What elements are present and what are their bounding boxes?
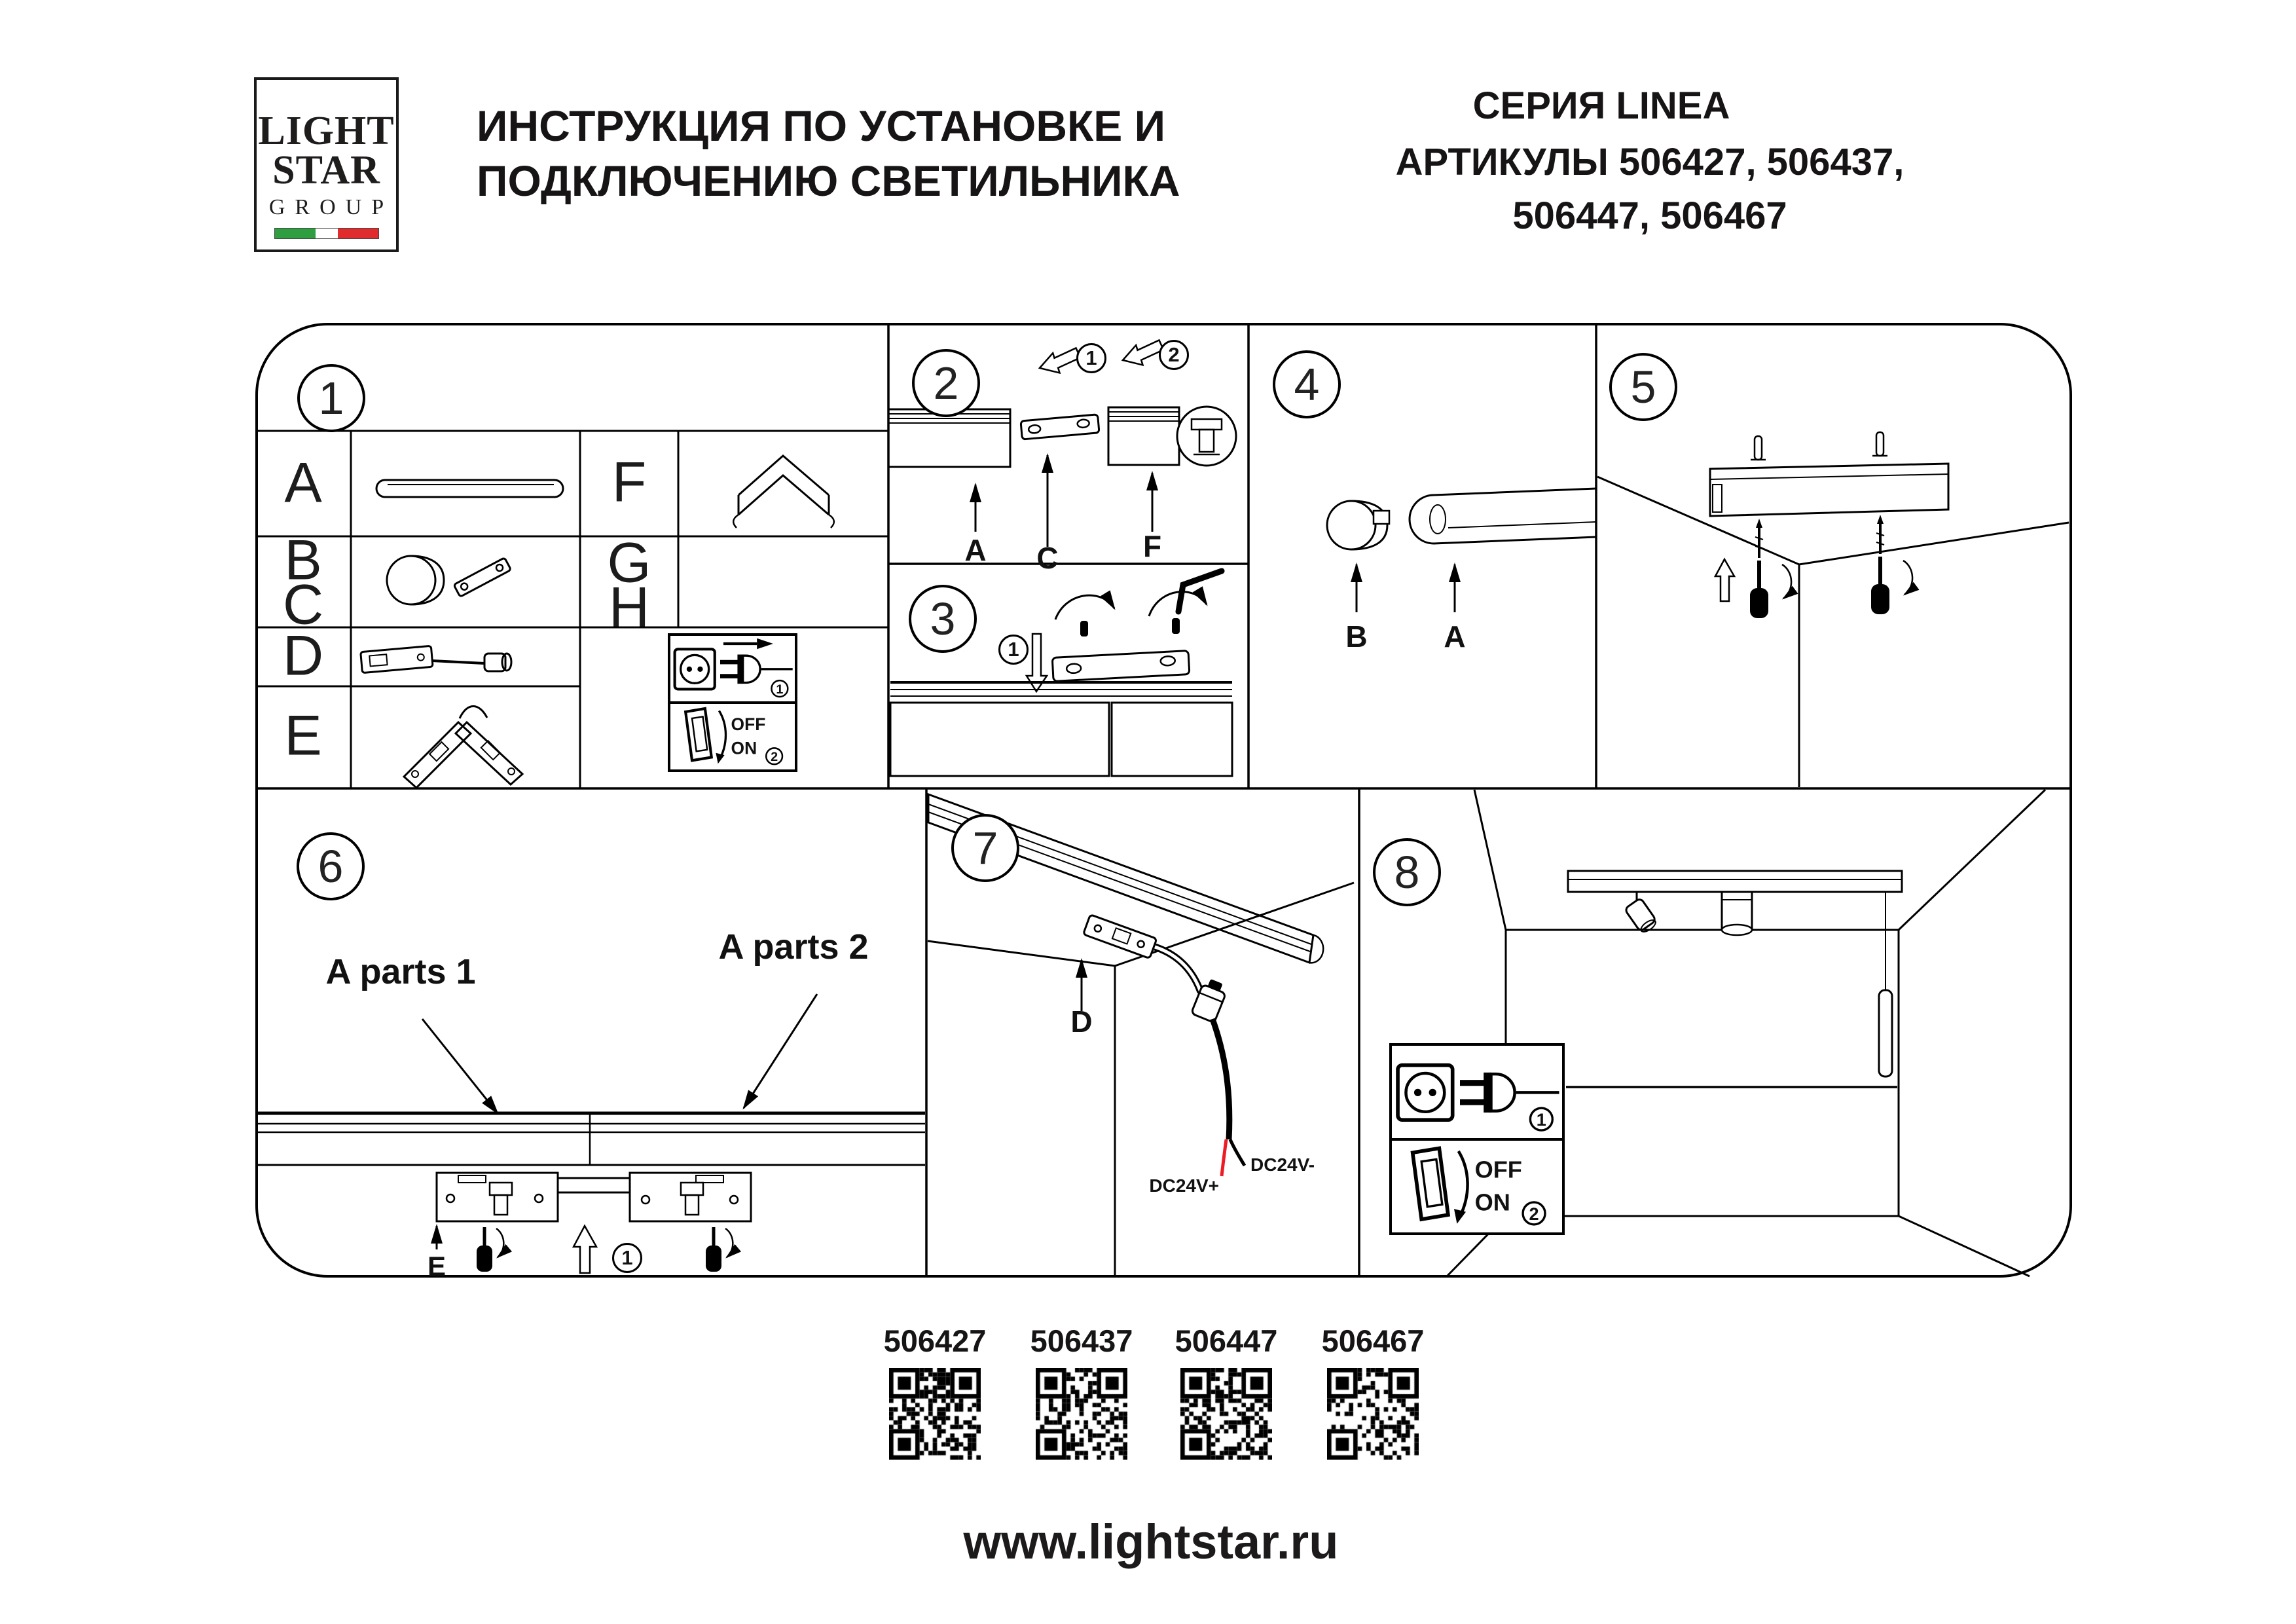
articles-line2: 506447, 506467 bbox=[1512, 194, 1787, 237]
arrow-curved-icon bbox=[1459, 1151, 1468, 1215]
step7-number: 7 bbox=[951, 814, 1019, 882]
step7-dc-plus-label: DC24V+ bbox=[1149, 1175, 1219, 1196]
step5-drawing bbox=[1597, 432, 2069, 787]
power-box bbox=[668, 633, 797, 772]
qr-code bbox=[889, 1368, 981, 1460]
socket-icon bbox=[675, 649, 715, 689]
table-label-b: B bbox=[284, 528, 322, 592]
qr-item bbox=[879, 1323, 991, 1460]
table-label-a: A bbox=[284, 451, 322, 515]
plug-in-row bbox=[670, 636, 795, 701]
on-label: ON bbox=[731, 738, 757, 758]
series-label: СЕРИЯ LINEA bbox=[1472, 84, 1730, 127]
switch-on-row bbox=[1392, 1138, 1562, 1233]
screwdriver-icon bbox=[1871, 515, 1912, 614]
table-label-h: H bbox=[608, 576, 650, 639]
part-f-corner-track-drawing bbox=[733, 456, 834, 528]
qr-code-label: 506447 bbox=[1175, 1323, 1278, 1358]
step7-label-d: D bbox=[1070, 1005, 1093, 1039]
on-label: ON bbox=[1474, 1188, 1510, 1215]
step3-number: 3 bbox=[909, 585, 977, 653]
part-d-power-connector-drawing bbox=[361, 646, 511, 673]
part-a-track-drawing bbox=[376, 480, 563, 497]
step2-label-f: F bbox=[1142, 529, 1162, 563]
step6-label-parts2: A parts 2 bbox=[718, 927, 869, 967]
step4-label-b: B bbox=[1345, 619, 1368, 654]
screwdriver-icon bbox=[1750, 519, 1791, 618]
step6-marker-1: 1 bbox=[612, 1243, 642, 1273]
plug-step-marker: 1 bbox=[776, 682, 784, 697]
title-line1: ИНСТРУКЦИЯ ПО УСТАНОВКЕ И bbox=[477, 101, 1166, 150]
switch-step-marker: 2 bbox=[1529, 1203, 1539, 1224]
dc-plus-wire bbox=[1222, 1139, 1226, 1176]
qr-item bbox=[1317, 1323, 1429, 1460]
logo-light: LIGHT bbox=[258, 109, 395, 153]
switch-on-row bbox=[670, 701, 795, 769]
plug-in-row bbox=[1392, 1046, 1562, 1138]
switch-icon bbox=[685, 709, 712, 760]
qr-code bbox=[1327, 1368, 1419, 1460]
screwdriver-icon bbox=[706, 1227, 733, 1272]
step5-number: 5 bbox=[1609, 353, 1677, 421]
table-label-d: D bbox=[282, 624, 324, 688]
step6-drawing bbox=[257, 927, 925, 1282]
step6-label-parts1: A parts 1 bbox=[325, 952, 476, 991]
step1-number: 1 bbox=[297, 364, 365, 432]
step2-label-c: C bbox=[1036, 541, 1059, 575]
table-label-c: C bbox=[282, 573, 324, 637]
arrow-curved-icon bbox=[719, 710, 725, 758]
logo-group: GROUP bbox=[268, 195, 394, 219]
plug-icon bbox=[1460, 1073, 1559, 1113]
power-box bbox=[1389, 1043, 1565, 1235]
arrow-right-icon bbox=[723, 638, 773, 650]
plug-step-marker: 1 bbox=[1536, 1109, 1546, 1130]
qr-item bbox=[1026, 1323, 1137, 1460]
pendant-light-icon bbox=[1879, 892, 1892, 1077]
plug-icon bbox=[720, 655, 793, 684]
step6-number: 6 bbox=[297, 832, 365, 900]
step3-marker-1: 1 bbox=[998, 635, 1029, 665]
off-label: OFF bbox=[731, 714, 766, 735]
socket-icon bbox=[1398, 1065, 1453, 1120]
off-label: OFF bbox=[1474, 1156, 1522, 1183]
qr-code-label: 506427 bbox=[883, 1323, 987, 1358]
step2-number: 2 bbox=[912, 349, 980, 417]
title-line2: ПОДКЛЮЧЕНИЮ СВЕТИЛЬНИКА bbox=[477, 157, 1180, 205]
step2-label-a: A bbox=[964, 533, 987, 567]
switch-icon bbox=[1413, 1148, 1448, 1219]
part-e-corner-connector-drawing bbox=[404, 707, 522, 788]
step4-label-a: A bbox=[1444, 619, 1466, 654]
qr-code-label: 506437 bbox=[1030, 1323, 1133, 1358]
step6-label-e: E bbox=[427, 1251, 446, 1282]
table-label-g: G bbox=[607, 531, 651, 595]
step4-number: 4 bbox=[1273, 350, 1341, 418]
step2-marker-2: 2 bbox=[1159, 340, 1189, 370]
step4-drawing bbox=[1327, 489, 1596, 654]
table-label-f: F bbox=[611, 451, 647, 514]
step7-dc-minus-label: DC24V- bbox=[1250, 1154, 1315, 1175]
qr-code bbox=[1180, 1368, 1272, 1460]
articles-line1: АРТИКУЛЫ 506427, 506437, bbox=[1395, 141, 1904, 183]
part-bc-endcap-drawing bbox=[387, 556, 511, 604]
switch-step-marker: 2 bbox=[771, 750, 778, 765]
qr-item bbox=[1171, 1323, 1282, 1460]
cylinder-light-icon bbox=[1722, 892, 1752, 935]
step8-number: 8 bbox=[1373, 838, 1441, 906]
logo-star: STAR bbox=[272, 148, 380, 193]
step2-marker-1: 1 bbox=[1076, 343, 1106, 373]
website-url: www.lightstar.ru bbox=[963, 1515, 1339, 1569]
table-label-e: E bbox=[284, 704, 322, 767]
screwdriver-icon bbox=[477, 1227, 503, 1272]
qr-code bbox=[1036, 1368, 1127, 1460]
qr-code-label: 506467 bbox=[1321, 1323, 1425, 1358]
